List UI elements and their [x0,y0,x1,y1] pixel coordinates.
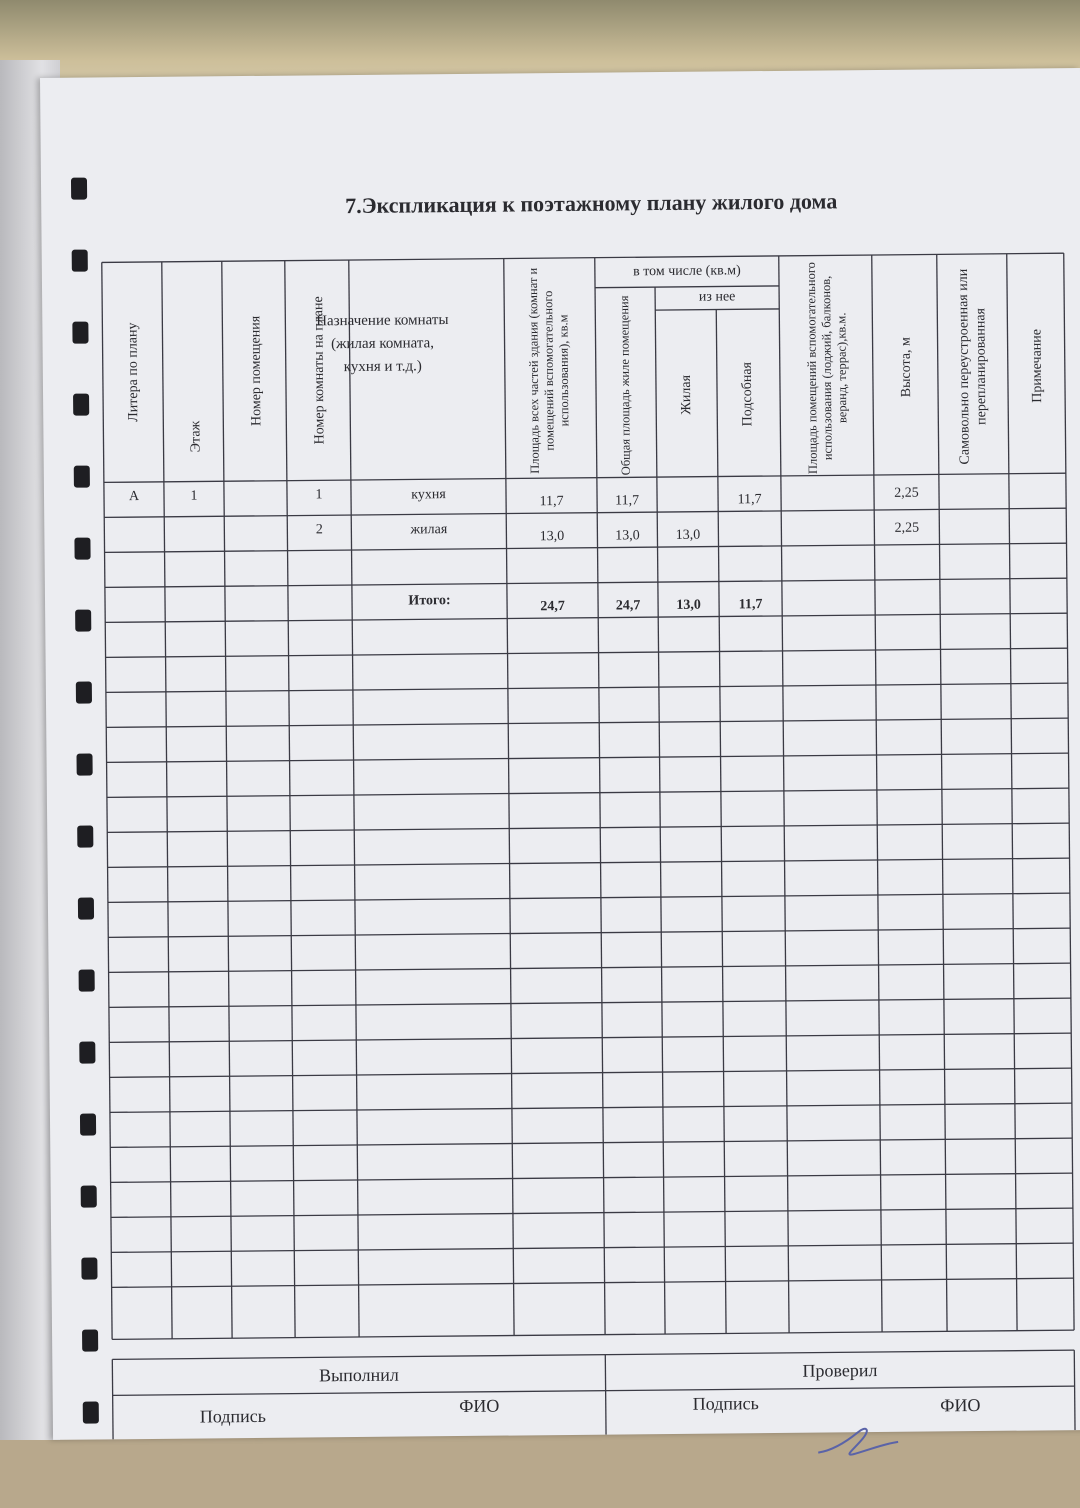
header-aux-area: Площадь помещений вспомогательного использования (лоджий, балконов, веранд, террас),кв.м. [803,262,849,475]
row2-height: 2,25 [894,520,920,536]
row1-auxiliary: 11,7 [737,492,762,508]
footer-signature-right: Подпись [692,1393,759,1414]
row2-living: 13,0 [675,527,701,543]
header-self-rebuilt: Самовольно переустроенная или перепланированная [955,268,990,465]
footer-name-left: ФИО [459,1395,500,1417]
header-room-number: Номер комнаты на плане [310,296,328,445]
header-of-which: из нее [698,289,736,305]
row1-purpose: кухня [411,487,446,503]
totals-label: Итого: [408,593,451,609]
footer-signature-left: Подпись [199,1405,266,1427]
document-title: 7.Экспликация к поэтажному плану жилого дома [345,188,838,219]
row1-general: 11,7 [615,493,640,509]
document-page [40,68,1080,1440]
row1-height: 2,25 [894,485,919,501]
header-general-living-area: Общая площадь жиле помещения [616,295,633,476]
totals-general: 24,7 [615,598,641,614]
row2-general: 13,0 [615,528,640,544]
header-auxiliary: Подсобная [739,362,755,427]
totals-total: 24,7 [540,598,565,615]
row2-purpose: жилая [410,522,448,538]
header-living: Жилая [678,374,694,415]
header-including-group: в том числе (кв.м) [632,263,741,280]
header-note: Примечание [1028,328,1045,403]
header-purpose: Назначение комнаты (жилая комната, кухня и т.д.) [316,312,449,376]
footer-checked: Проверил [802,1360,878,1381]
row2-room-number: 2 [315,522,323,538]
row2-total: 13,0 [539,528,565,545]
header-total-area: Площадь всех частей здания (комнат и помещений вспомогательного использования), кв.м [525,267,571,474]
header-height: Высота, м [898,337,914,398]
totals-auxiliary: 11,7 [738,597,763,613]
row1-total: 11,7 [539,493,564,510]
header-premises-number: Номер помещения [247,315,264,427]
row1-floor: 1 [190,488,198,504]
footer-name-right: ФИО [940,1395,981,1416]
footer-performed: Выполнил [318,1364,399,1386]
header-floor: Этаж [187,420,204,453]
row1-litera: А [128,489,140,505]
totals-living: 13,0 [676,597,701,613]
header-litera: Литера по плану [124,322,141,422]
handwritten-signature [813,1422,903,1463]
row1-room-number: 1 [315,487,323,503]
